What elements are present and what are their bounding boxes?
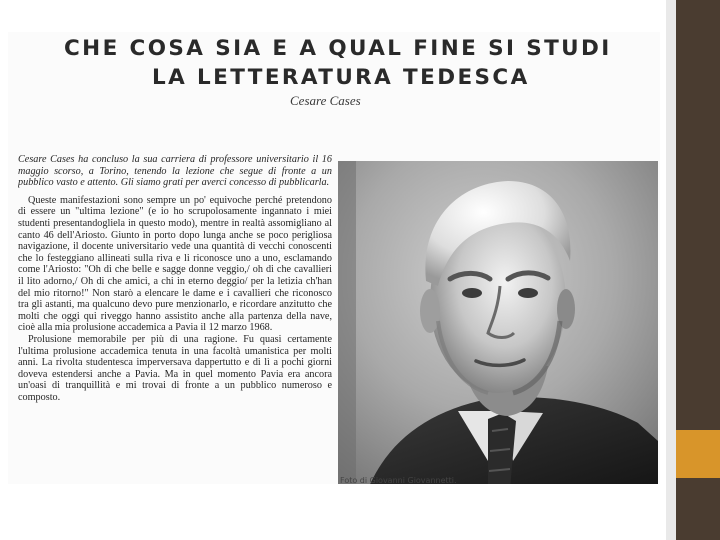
article-text-column <box>18 154 332 484</box>
article-paragraph-2: Prolusione memorabile per più di una ragione. Fu quasi certamente l'ultima prolusione accademica tenuta in una facoltà umanistica per molti anni. La rivolta studentesca imperversava dappertutto e di lì a pochi giorni doveva estendersi anche a Pavia. Ma in quel momento Pavia era ancora un'oasi di tranquillità e mi trovai di fronte a un pubblico numeroso e composto. <box>18 333 332 403</box>
slide-edge-band <box>666 0 676 540</box>
article-title-line-1: CHE COSA SIA E A QUAL FINE SI STUDI <box>64 36 612 61</box>
slide-accent-block <box>676 430 720 478</box>
portrait-image <box>338 161 658 484</box>
article-intro: Cesare Cases ha concluso la sua carriera di professore universitario il 16 maggio scorso, a Torino, tenendo la lezione che segue di fronte a un pubblico vasto e attento. Gli siamo grati per averci concesso di pubblicarla. <box>18 154 332 189</box>
portrait-photo <box>338 161 658 484</box>
photo-caption: Foto di Giovanni Giovannetti. <box>340 476 457 484</box>
article-author: Cesare Cases <box>290 93 361 108</box>
article-paragraph-1: Queste manifestazioni sono sempre un po' equivoche perché pretendono di essere un "ultima lezione" (e io ho scrupolosamente ingannato i miei studenti presentandogliela in questo modo), mentre in realtà assomigliano al canto 46 dell'Ariosto. Giunto in porto dopo lunga anche se poco perigliosa navigazione, il docente universitario vede una quantità di vecchi conoscenti che lo festeggiano allineati sulla riva e li riconosce uno a uno, esclamando come l'Ariosto: "Oh di che belle e sagge donne veggio,/ oh di che cavallieri il lito adorno,/ Oh di che amici, a chi in eterno deggio/ per la letizia ch'han del mio ritorno!" Non starò a elencare le dame e i cavallieri che riconosco tra gli astanti, ma qualcuno devo pure menzionarlo, e ricordare anzitutto che molti che oggi qui riveggo hanno assistito anche alla partenza della nave, cioè alla mia prolusione accademica a Pavia il 12 marzo 1968. <box>18 194 332 334</box>
article-title-line-2: LA LETTERATURA TEDESCA <box>152 65 530 90</box>
scanned-article <box>8 32 660 484</box>
